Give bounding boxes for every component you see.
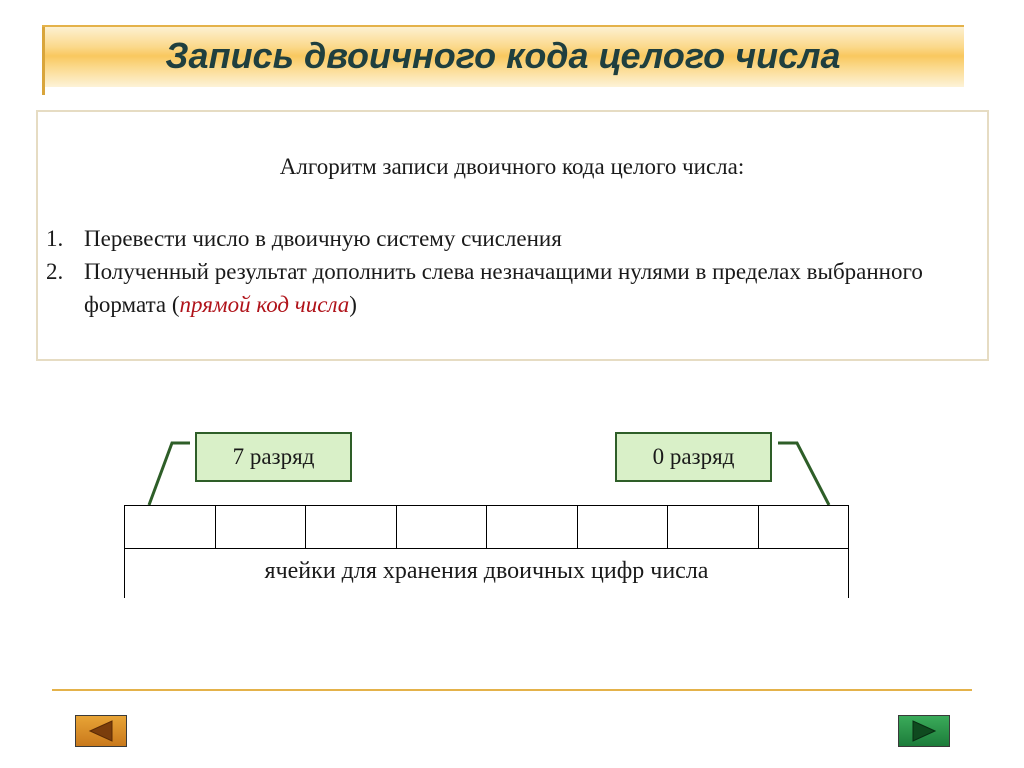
prev-slide-button[interactable] xyxy=(75,715,127,747)
next-slide-button[interactable] xyxy=(898,715,950,747)
list-item xyxy=(46,255,986,321)
list-item xyxy=(46,222,986,255)
algorithm-heading: Алгоритм записи двоичного кода целого числа: xyxy=(279,154,745,179)
list-item-number: 1. xyxy=(46,226,64,251)
bit-cell xyxy=(215,506,306,548)
list-item-text: Полученный результат дополнить слева незначащими нулями в пределах выбранного формата ( xyxy=(84,259,923,317)
list-item-text: Перевести число в двоичную систему счисления xyxy=(84,226,562,251)
bit-cell xyxy=(577,506,668,548)
rank-7-label: 7 разряд xyxy=(195,432,352,482)
right-rank-connector xyxy=(778,443,829,505)
cells-caption: ячейки для хранения двоичных цифр числа xyxy=(264,558,709,584)
algorithm-list xyxy=(46,222,986,321)
direct-code-term: прямой код числа xyxy=(179,292,350,317)
list-item-number: 2. xyxy=(46,259,64,284)
bit-cell xyxy=(758,506,850,548)
bit-cell xyxy=(305,506,396,548)
bit-cell xyxy=(486,506,577,548)
rank-0-label: 0 разряд xyxy=(615,432,772,482)
left-triangle-icon xyxy=(76,716,126,746)
bit-cell xyxy=(667,506,758,548)
title-stem xyxy=(42,87,45,95)
bit-cells-row xyxy=(124,505,849,549)
right-triangle-icon xyxy=(899,716,949,746)
bit-cell xyxy=(124,506,215,548)
slide-title: Запись двоичного кода целого числа xyxy=(165,35,841,76)
list-item-text-end: ) xyxy=(349,292,357,317)
bottom-rule xyxy=(52,689,972,691)
left-rank-connector xyxy=(149,443,190,505)
bit-cell xyxy=(396,506,487,548)
